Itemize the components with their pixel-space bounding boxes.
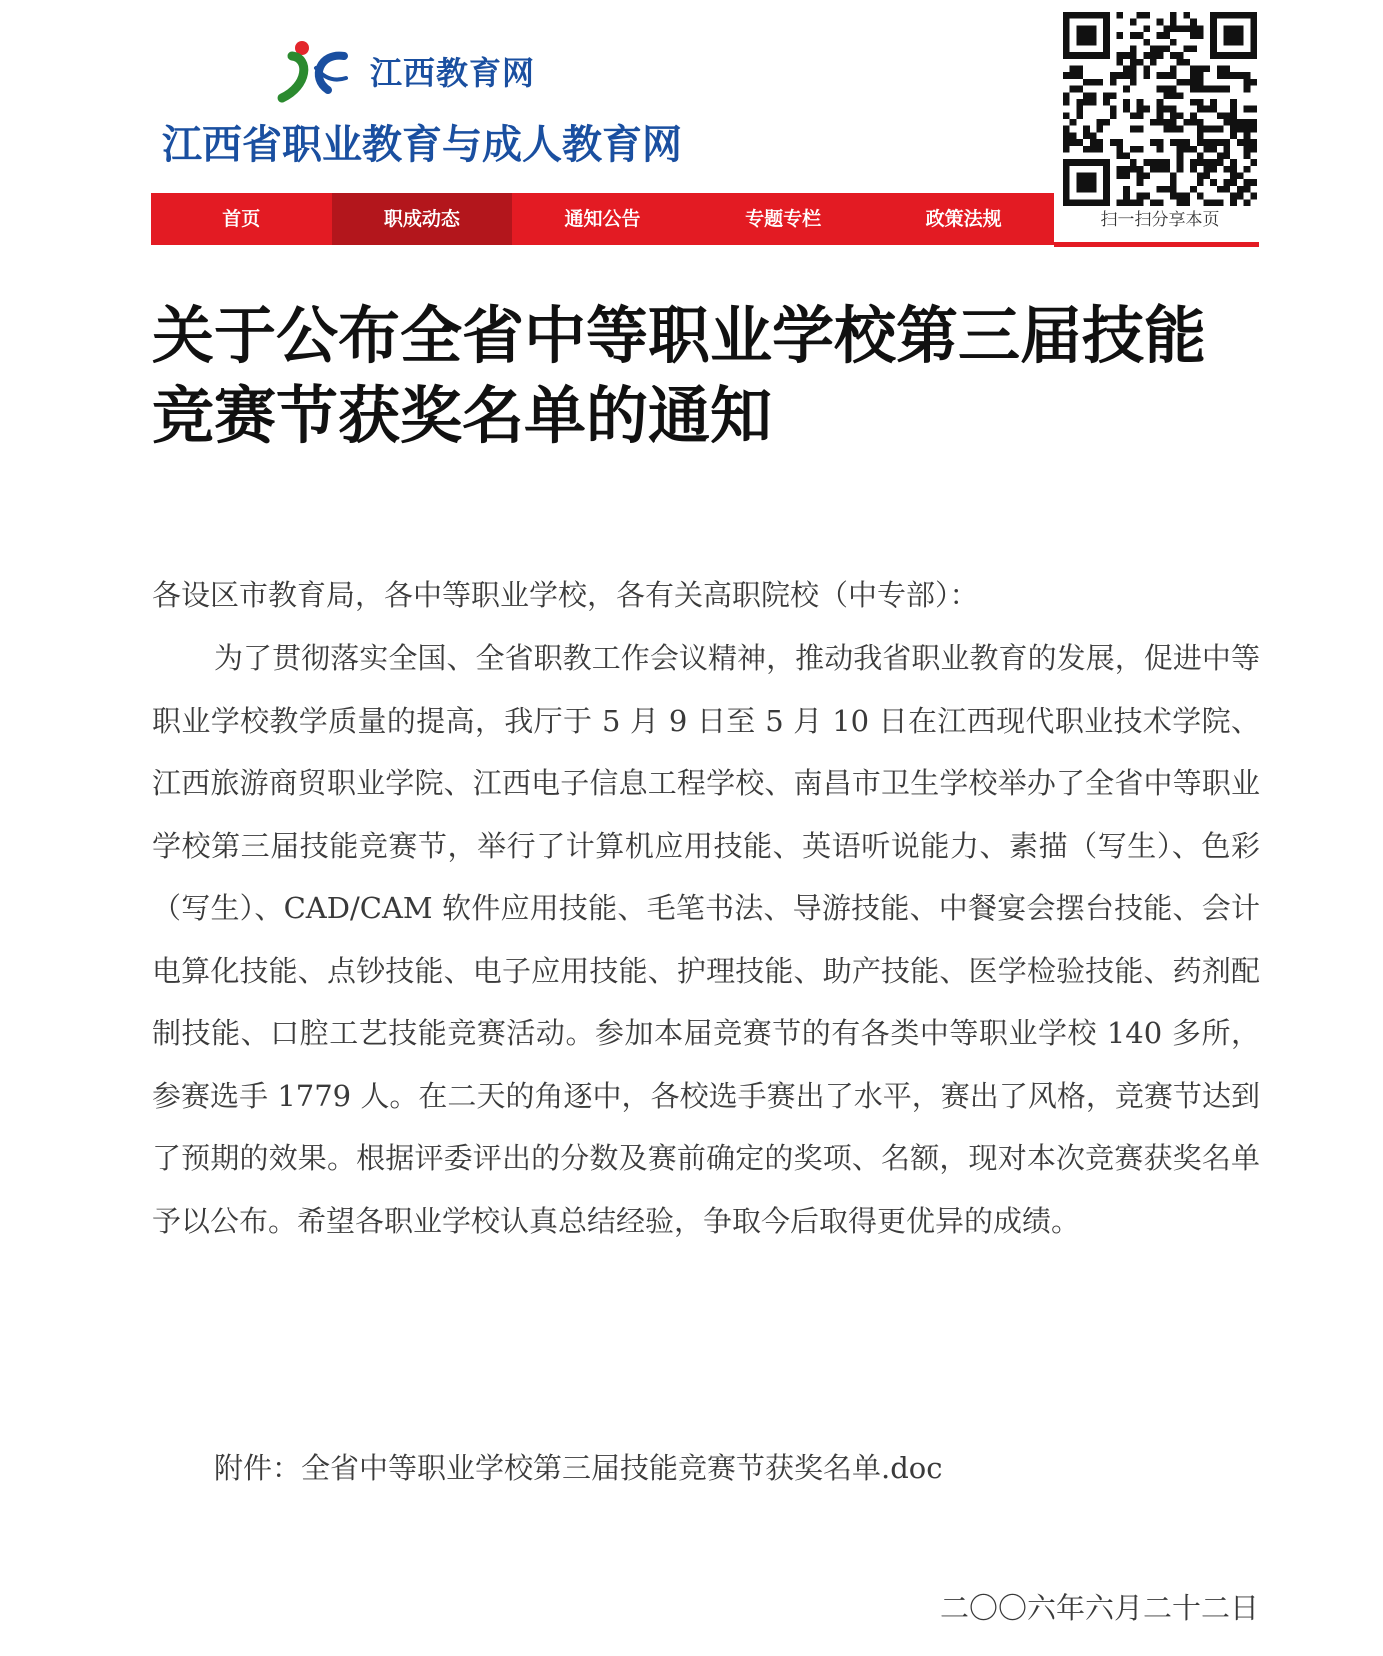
article-body: 为了贯彻落实全国、全省职教工作会议精神，推动我省职业教育的发展，促进中等职业学校教学质量的提高，我厅于 5 月 9 日至 5 月 10 日在江西现代职业技术学院、江西旅游商贸职业学院、江西电子信息工程学校、南昌市卫生学校举办了全省中等职业学校第三届技能竞赛节，举行了计算机应用技能、英语听说能力、素描（写生）、色彩（写生）、CAD/CAM 软件应用技能、毛笔书法、导游技能、中餐宴会摆台技能、会计电算化技能、点钞技能、电子应用技能、护理技能、助产技能、医学检验技能、药剂配制技能、口腔工艺技能竞赛活动。参加本届竞赛节的有各类中等职业学校 140 多所，参赛选手 1779 人。在二天的角逐中，各校选手赛出了水平，赛出了风格，竞赛节达到了预期的效果。根据评委评出的分数及赛前确定的奖项、名额，现对本次竞赛获奖名单予以公布。希望各职业学校认真总结经验，争取今后取得更优异的成绩。: [152, 641, 1260, 1238]
site-name-big: 江西省职业教育与成人教育网: [162, 122, 682, 168]
qr-caption: 扫一扫分享本页: [1100, 210, 1220, 230]
nav-item-policies[interactable]: 政策法规: [925, 208, 1002, 230]
attachment-link[interactable]: 全省中等职业学校第三届技能竞赛节获奖名单.doc: [301, 1451, 943, 1485]
site-name-small: 江西教育网: [370, 54, 536, 92]
article-date: 二〇〇六年六月二十二日: [939, 1591, 1259, 1625]
nav-item-notices[interactable]: 通知公告: [564, 208, 641, 230]
qr-code-icon: [1063, 12, 1257, 206]
attachment-line: [214, 1446, 943, 1487]
article-title: 关于公布全省中等职业学校第三届技能竞赛节获奖名单的通知: [152, 299, 1207, 452]
jiangxi-education-logo-icon: [272, 38, 352, 104]
nav-item-topics[interactable]: 专题专栏: [745, 208, 822, 230]
nav-item-home[interactable]: 首页: [222, 208, 261, 230]
nav-item-news[interactable]: 职成动态: [332, 193, 513, 245]
article-salutation: 各设区市教育局，各中等职业学校，各有关高职院校（中专部）：: [152, 578, 979, 612]
attachment-label: 附件：: [214, 1451, 302, 1485]
nav-underline: [1054, 242, 1259, 247]
main-navbar: [151, 193, 1054, 245]
